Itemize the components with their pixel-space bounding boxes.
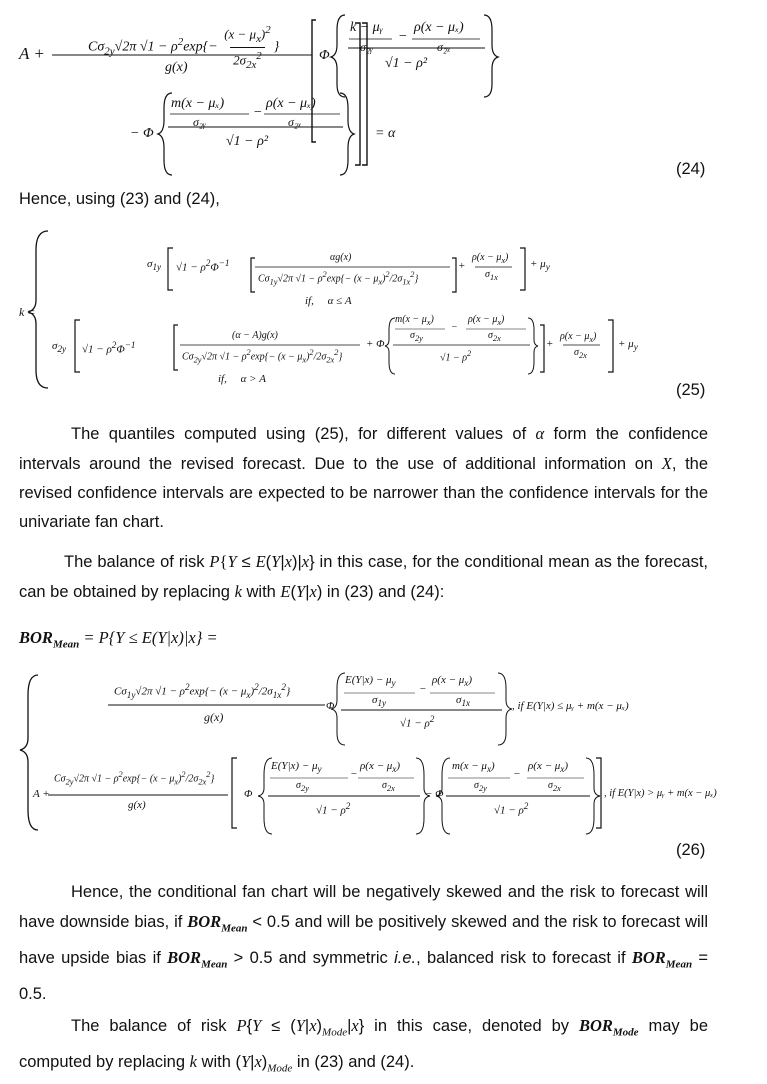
eq26-c2-rho-num: $\rho(x - \mu_x)$	[360, 760, 401, 775]
eq24-inner-root: √1 − ρ²	[385, 56, 428, 71]
eq26-c1-num: $C\sigma_{1y}√2\pi$ $√1 - \rho^2\exp\{- (x - \mu_x)^2/2\sigma_{1x}^2\}$	[114, 682, 291, 700]
eq24-number: (24)	[676, 160, 706, 178]
eq25-c1-plus: +	[458, 260, 466, 272]
paragraph-balance-mode: The balance of risk $P\{Y \le (Y|x)_{Mode}|x\}$ in this case, denoted by $BOR_{Mode}$ may be computed by replacing k with $(Y|x)_{Mode}$ in (23) and (24).	[19, 1016, 708, 1075]
eq25-c2-inner-root: $√1 - \rho^2$	[440, 349, 472, 364]
eq26-c2-e-num: $E(Y|x) - \mu_y$	[271, 760, 322, 775]
eq25-c2-root: $√1 - \rho^2\Phi^{-1}$	[82, 340, 136, 356]
eq25-c2-mu: + $\mu_y$	[618, 338, 638, 353]
eq26-number: (26)	[676, 841, 706, 859]
eq25-cond1: if, α ≤ A	[305, 295, 352, 307]
eq26-c2-rho2-den: $\sigma_{2x}$	[548, 780, 561, 793]
eq25-c2-num: (α − A)g(x)	[232, 330, 278, 341]
eq25-c2-rho2-den: $\sigma_{2x}$	[574, 347, 587, 360]
eq26-c1-rho-num: $\rho(x - \mu_x)$	[432, 674, 473, 689]
paragraph-quantiles: The quantiles computed using (25), for different values of α form the confidence intervals around the revised forecast. Due to the use of additional information on X, the revised confidence intervals are expected to be narrower than the confidence intervals for the univariate fan chart.	[19, 424, 709, 531]
eq24-inner2-num-2: ρ(x − μₓ)	[266, 96, 316, 111]
eq26-c1-rho-den: $\sigma_{1x}$	[456, 694, 471, 709]
eq25-c1-rho-num: $\rho(x - \mu_x)$	[472, 252, 509, 265]
paragraph-hence: Hence, using (23) and (24),	[19, 190, 220, 208]
eq26-c1-den: g(x)	[204, 710, 224, 724]
eq25-c1-sigma: $\sigma_{1y}$	[147, 258, 162, 273]
eq24-minus-phi: − Φ	[130, 126, 154, 141]
paragraph-skew: Hence, the conditional fan chart will be negatively skewed and the risk to forecast will have downside bias, if $BOR_{Mean} < 0.5$ and will be positively skewed and the risk to forecast will have upside bias if $BOR_{Mean} > 0.5$ and symmetric i.e., balanced risk to forecast if $BOR_{Mean} = 0.5$.	[19, 883, 708, 1003]
eq26-c2-minus-phi: − Φ	[425, 788, 444, 800]
eq25-c2-m-den: $\sigma_{2y}$	[410, 330, 423, 343]
eq24-lhs: A +	[19, 44, 45, 63]
eq25-c1-den: $C\sigma_{1y}√2\pi$ $√1 - \rho^2\exp\{- (x - \mu_x)^2/2\sigma_{1x}^2\}$	[258, 270, 419, 287]
eq26-c2-m-num: $m(x - \mu_x)$	[452, 760, 495, 775]
eq26-c1-root: $√1 - \rho^2$	[400, 714, 435, 730]
eq24-equals-alpha: = α	[375, 126, 396, 141]
eq25-c2-plus2: +	[546, 338, 554, 350]
eq25-c2-rho-num: $\rho(x - \mu_x)$	[468, 314, 505, 327]
eq24-denominator: g(x)	[165, 60, 188, 75]
eq25-c2-rho2-num: $\rho(x - \mu_x)$	[560, 331, 597, 344]
eq25-c2-m-num: $m(x - \mu_x)$	[395, 314, 434, 327]
eq26-c2-root: $√1 - \rho^2$	[316, 801, 351, 817]
eq26-c2-root2: $√1 - \rho^2$	[494, 801, 529, 817]
eq24-minus: −	[398, 29, 408, 44]
eq25-c2-sigma: $\sigma_{2y}$	[52, 340, 67, 355]
eq24-inner-den-1: σ₂ᵧ	[360, 40, 373, 54]
eq26-c2-num: $C\sigma_{2y}√2\pi$ $√1 - \rho^2\exp\{- (x - \mu_x)^2/2\sigma_{2x}^2\}$	[54, 770, 215, 787]
eq24-inner2-num-1: m(x − μₓ)	[171, 96, 225, 111]
eq24-minus-2: −	[253, 105, 263, 120]
eq24-inner2-den-2: σ₂ₓ	[288, 115, 302, 129]
eq26-c2-A: A +	[33, 788, 50, 800]
eq26-c2-rho-den: $\sigma_{2x}$	[382, 780, 395, 793]
eq25-number: (25)	[676, 381, 706, 399]
eq24-phi: Φ	[319, 48, 330, 63]
eq26-c2-rho2-num: $\rho(x - \mu_x)$	[528, 760, 569, 775]
eq24-numerator: $C\sigma_{2y}√2\pi$ $√1 - \rho^2\exp\{-$ $\frac{(x - \mu_x)^2}{2\sigma_{2x}^2}$ }	[88, 24, 280, 71]
eq25-c2-den: $C\sigma_{2y}√2\pi$ $√1 - \rho^2\exp\{- (x - \mu_x)^2/2\sigma_{2x}^2\}$	[182, 348, 343, 365]
eq26-c2-minus2: −	[513, 768, 521, 780]
eq25-c1-num: αg(x)	[330, 252, 352, 263]
eq25-cond2: if, α > A	[218, 373, 267, 385]
eq24-inner-num-2: ρ(x − μₓ)	[414, 20, 464, 35]
paragraph-balance-mean: The balance of risk P{Y ≤ E(Y|x)|x} in this case, for the conditional mean as the forecast, can be obtained by replacing k with E(Y|x) in (23) and (24):	[19, 552, 708, 601]
eq25-c1-root: $√1 - \rho^2\Phi^{-1}$	[176, 258, 230, 274]
eq24-inner-num-1: k − μᵧ	[350, 20, 383, 35]
eq25-c1-rho-den: $\sigma_{1x}$	[485, 269, 498, 282]
eq26-c1-phi: Φ	[326, 700, 335, 712]
eq25-c1-mu: + $\mu_y$	[530, 258, 550, 273]
bor-mean-definition: $BOR_{Mean} = P\{Y \le E(Y|x)|x\}$ =	[19, 628, 218, 651]
eq26-brace	[0, 0, 1, 1]
eq26-cond2: , if E(Y|x) > μᵧ + m(x − μₓ)	[604, 788, 717, 799]
eq26-c1-e-num: $E(Y|x) - \mu_y$	[345, 674, 396, 689]
eq24-inner2-den-1: σ₂ᵧ	[193, 115, 206, 129]
eq25-c2-rho-den: $\sigma_{2x}$	[488, 330, 501, 343]
eq26-c2-minus: −	[350, 768, 358, 780]
eq24-inner2-root: √1 − ρ²	[226, 134, 269, 149]
eq26-c2-den: g(x)	[128, 799, 146, 811]
eq26-c2-m-den: $\sigma_{2y}$	[474, 780, 487, 793]
eq25-lhs: k =	[19, 305, 36, 319]
eq25-c2-plus-phi: + Φ	[366, 338, 385, 350]
eq26-c2-e-den: $\sigma_{2y}$	[296, 780, 309, 793]
eq26-cond1: , if E(Y|x) ≤ μᵧ + m(x − μₓ)	[512, 700, 629, 712]
eq26-c2-phi: Φ	[244, 788, 253, 800]
eq26-c1-e-den: $\sigma_{1y}$	[372, 694, 387, 709]
eq26-c1-minus: −	[419, 683, 427, 695]
eq24-inner-den-2: σ₂ₓ	[437, 40, 451, 54]
eq25-c2-minus: −	[451, 322, 458, 333]
